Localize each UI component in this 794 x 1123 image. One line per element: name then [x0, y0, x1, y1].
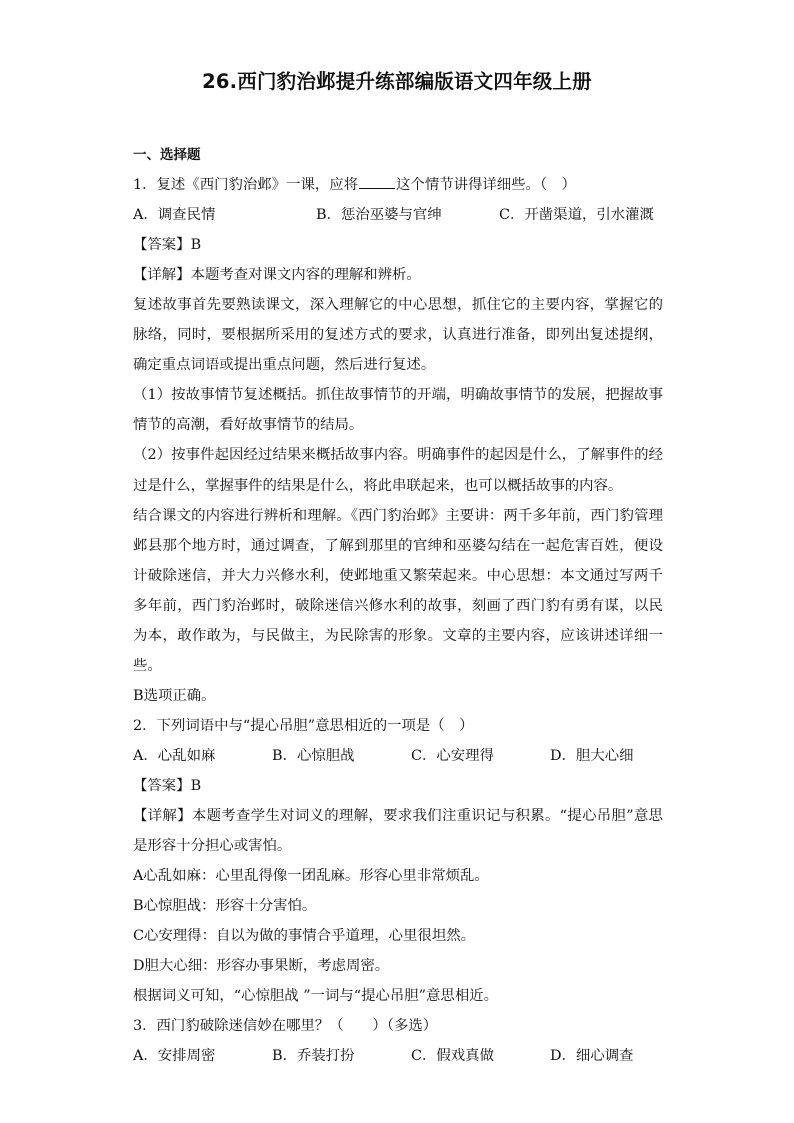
question-1-explanation-3: （2）按事件起因经过结果来概括故事内容。明确事件的起因是什么，了解事件的经过是什么，掌握事件的结果是什么，将此串联起来，也可以概括故事的内容。	[133, 447, 663, 494]
option-c: C．开凿渠道，引水灌溉	[499, 207, 654, 224]
question-2-explanation: 【详解】本题考查学生对词义的理解，要求我们注重识记与积累。“提心吊胆”意思是形容十分担心或害怕。	[133, 808, 663, 855]
option-a: A．安排周密	[133, 1048, 216, 1065]
question-1-stem-before: 1．复述《西门豹治邺》一课，应将	[133, 177, 359, 194]
question-2-conclusion: 根据词义可知，“心惊胆战 ”一词与“提心吊胆”意思相近。	[133, 988, 498, 1005]
option-a: A．心乱如麻	[133, 747, 216, 764]
option-b: B．心惊胆战	[272, 747, 355, 764]
option-c: C．假戏真做	[411, 1048, 494, 1065]
question-3-options	[133, 1041, 663, 1071]
question-1-explanation-1: 复述故事首先要熟读课文，深入理解它的中心思想，抓住它的主要内容，掌握它的脉络，同时，要根据所采用的复述方式的要求，认真进行准备，即列出复述提纲，确定重点词语或提出重点问题，然后进行复述。	[133, 297, 663, 374]
question-1-conclusion: B选项正确。	[133, 687, 216, 704]
question-1-stem-after: 这个情节讲得详细些。（ ）	[396, 177, 576, 194]
option-b: B．惩治巫婆与官绅	[316, 207, 442, 224]
question-1-explanation-4: 结合课文的内容进行辨析和理解。《西门豹治邺》主要讲：两千多年前，西门豹管理邺县那个地方时，通过调查，了解到那里的官绅和巫婆勾结在一起危害百姓，便设计破除迷信，并大力兴修水利，使邺地重又繁荣起来。中心思想：本文通过写两千多年前，西门豹治邺时，破除迷信兴修水利的故事，刻画了西门豹有勇有谋，以民为本，敢作敢为，与民做主，为民除害的形象。文章的主要内容，应该讲述详细一些。	[133, 507, 663, 674]
question-2-definition-b: B心惊胆战：形容十分害怕。	[133, 898, 317, 915]
answer-blank	[359, 173, 395, 189]
option-b: B．乔装打扮	[272, 1048, 355, 1065]
question-2-definition-c: C心安理得：自以为做的事情合乎道理，心里很坦然。	[133, 928, 475, 945]
question-1-options	[133, 200, 663, 230]
question-2-stem: 2．下列词语中与“提心吊胆”意思相近的一项是（ ）	[133, 717, 474, 734]
section-heading: 一、选择题	[133, 147, 201, 163]
question-2-definition-a: A心乱如麻：心里乱得像一团乱麻。形容心里非常烦乱。	[133, 868, 489, 885]
page-title: 26.西门豹治邺提升练部编版语文四年级上册	[202, 70, 592, 93]
question-2-options	[133, 741, 663, 771]
option-a: A．调查民情	[133, 207, 216, 224]
question-2-definition-d: D胆大心细：形容办事果断，考虑周密。	[133, 958, 390, 975]
question-1-explanation-2: （1）按故事情节复述概括。抓住故事情节的开端，明确故事情节的发展，把握故事情节的高潮，看好故事情节的结局。	[133, 387, 663, 434]
question-3-stem: 3．西门豹破除迷信妙在哪里？（ ）（多选）	[133, 1018, 438, 1035]
option-d: D．胆大心细	[550, 747, 634, 764]
worksheet-content	[133, 140, 663, 1071]
question-1-answer: 【答案】B	[133, 237, 202, 254]
question-2-answer: 【答案】B	[133, 777, 202, 794]
question-1-detail-heading: 【详解】本题考查对课文内容的理解和辨析。	[133, 267, 421, 284]
option-d: D．细心调查	[550, 1048, 634, 1065]
option-c: C．心安理得	[411, 747, 494, 764]
question-1-stem	[133, 170, 663, 200]
